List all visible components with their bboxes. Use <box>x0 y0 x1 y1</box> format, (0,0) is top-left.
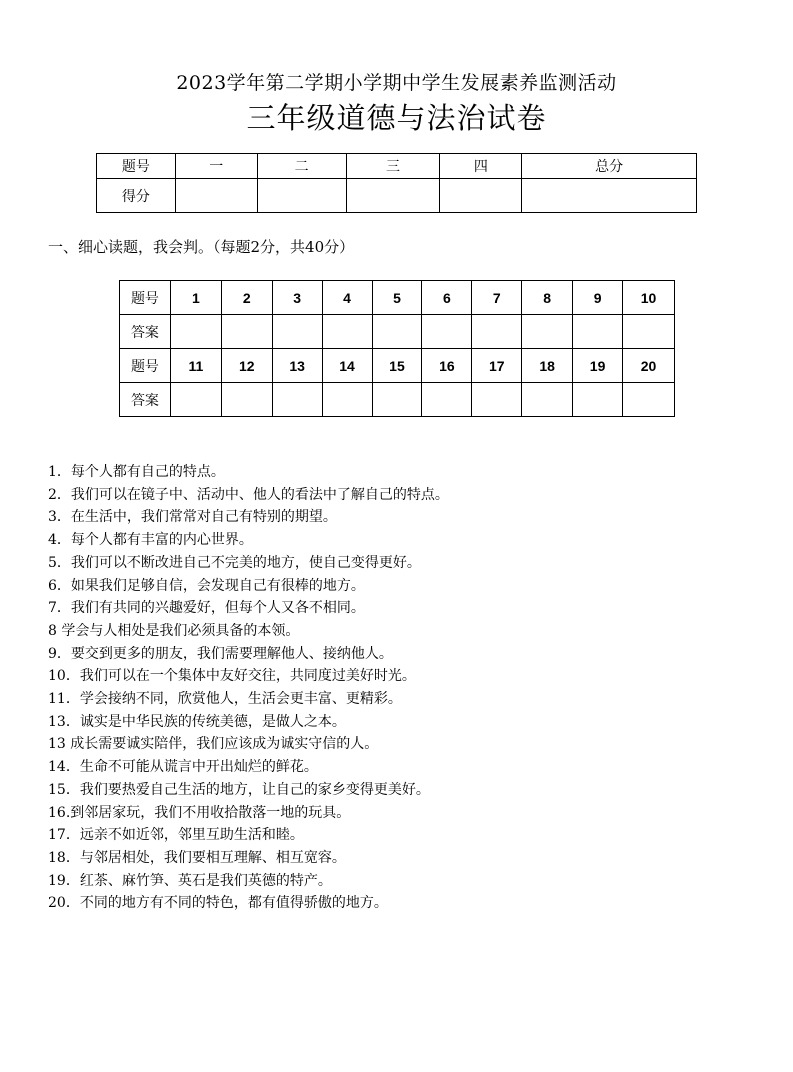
section-heading: 一、细心读题，我会判。（每题2分，共40分） <box>48 238 355 256</box>
question-item: 1．每个人都有自己的特点。 <box>48 464 225 480</box>
question-item: 13．诚实是中华民族的传统美德，是做人之本。 <box>48 713 346 730</box>
question-list <box>48 461 449 915</box>
question-number: 20 <box>623 349 675 383</box>
question-item: 13 成长需要诚实陪伴，我们应该成为诚实守信的人。 <box>48 736 379 753</box>
score-row-label: 得分 <box>97 179 176 213</box>
question-number: 8 <box>522 281 573 315</box>
question-item: 2．我们可以在镜子中、活动中、他人的看法中了解自己的特点。 <box>48 486 449 503</box>
answer-row <box>120 315 675 349</box>
answer-cell[interactable] <box>472 315 522 349</box>
answer-number-row <box>120 349 675 383</box>
answer-cell[interactable] <box>272 315 322 349</box>
answer-cell[interactable] <box>573 383 623 417</box>
answer-cell[interactable] <box>422 383 472 417</box>
question-number: 18 <box>522 349 573 383</box>
score-cell[interactable] <box>175 179 257 213</box>
question-number: 4 <box>322 281 372 315</box>
answer-cell[interactable] <box>322 383 372 417</box>
answer-number-row <box>120 281 675 315</box>
answer-cell[interactable] <box>272 383 322 417</box>
answer-cell[interactable] <box>522 315 573 349</box>
answer-cell[interactable] <box>573 315 623 349</box>
question-item: 14．生命不可能从谎言中开出灿烂的鲜花。 <box>48 759 318 776</box>
exam-subtitle: 2023学年第二学期小学期中学生发展素养监测活动 <box>176 72 617 94</box>
question-item: 7．我们有共同的兴趣爱好，但每个人又各不相同。 <box>48 600 365 617</box>
question-number: 2 <box>221 281 272 315</box>
question-number: 5 <box>372 281 422 315</box>
score-cell[interactable] <box>257 179 346 213</box>
score-header-cell: 总分 <box>522 154 697 179</box>
answer-cell[interactable] <box>623 383 675 417</box>
answer-row <box>120 383 675 417</box>
question-item: 9．要交到更多的朋友，我们需要理解他人、接纳他人。 <box>48 645 393 662</box>
answer-cell[interactable] <box>170 383 221 417</box>
question-item: 15．我们要热爱自己生活的地方，让自己的家乡变得更美好。 <box>48 781 430 798</box>
row-label: 答案 <box>120 383 171 417</box>
score-header-cell: 二 <box>257 154 346 179</box>
question-number: 6 <box>422 281 472 315</box>
answer-cell[interactable] <box>372 315 422 349</box>
question-number: 1 <box>170 281 221 315</box>
answer-cell[interactable] <box>170 315 221 349</box>
row-label: 题号 <box>120 281 171 315</box>
question-number: 3 <box>272 281 322 315</box>
question-number: 19 <box>573 349 623 383</box>
question-number: 9 <box>573 281 623 315</box>
answer-cell[interactable] <box>422 315 472 349</box>
question-number: 7 <box>472 281 522 315</box>
question-number: 12 <box>221 349 272 383</box>
score-value-row <box>97 179 697 213</box>
question-item: 18．与邻居相处，我们要相互理解、相互宽容。 <box>48 849 346 866</box>
score-header-cell: 三 <box>346 154 440 179</box>
question-number: 11 <box>170 349 221 383</box>
score-header-cell: 题号 <box>97 154 176 179</box>
score-header-cell: 一 <box>175 154 257 179</box>
answer-cell[interactable] <box>221 383 272 417</box>
question-number: 16 <box>422 349 472 383</box>
question-item: 6．如果我们足够自信，会发现自己有很棒的地方。 <box>48 577 365 594</box>
question-item: 11．学会接纳不同，欣赏他人，生活会更丰富、更精彩。 <box>48 691 402 708</box>
answer-cell[interactable] <box>472 383 522 417</box>
question-number: 14 <box>322 349 372 383</box>
question-item: 16.到邻居家玩，我们不用收拾散落一地的玩具。 <box>48 804 351 821</box>
question-item: 8 学会与人相处是我们必须具备的本领。 <box>48 622 300 639</box>
question-item: 17．远亲不如近邻，邻里互助生活和睦。 <box>48 827 304 844</box>
answer-cell[interactable] <box>372 383 422 417</box>
question-number: 13 <box>272 349 322 383</box>
score-header-row <box>97 154 697 179</box>
question-item: 5．我们可以不断改进自己不完美的地方，使自己变得更好。 <box>48 554 421 571</box>
score-cell[interactable] <box>522 179 697 213</box>
question-item: 3．在生活中，我们常常对自己有特别的期望。 <box>48 509 337 526</box>
score-header-cell: 四 <box>440 154 522 179</box>
question-item: 4．每个人都有丰富的内心世界。 <box>48 532 253 549</box>
score-cell[interactable] <box>440 179 522 213</box>
answer-cell[interactable] <box>623 315 675 349</box>
row-label: 答案 <box>120 315 171 349</box>
question-item: 19．红茶、麻竹笋、英石是我们英德的特产。 <box>48 872 332 889</box>
question-item: 20．不同的地方有不同的特色，都有值得骄傲的地方。 <box>48 895 388 912</box>
question-number: 17 <box>472 349 522 383</box>
score-table <box>96 153 697 213</box>
question-item: 10．我们可以在一个集体中友好交往，共同度过美好时光。 <box>48 668 416 685</box>
question-number: 15 <box>372 349 422 383</box>
answer-cell[interactable] <box>322 315 372 349</box>
score-cell[interactable] <box>346 179 440 213</box>
answer-cell[interactable] <box>522 383 573 417</box>
answer-cell[interactable] <box>221 315 272 349</box>
row-label: 题号 <box>120 349 171 383</box>
question-number: 10 <box>623 281 675 315</box>
exam-title: 三年级道德与法治试卷 <box>246 101 547 135</box>
answer-table <box>119 280 675 417</box>
